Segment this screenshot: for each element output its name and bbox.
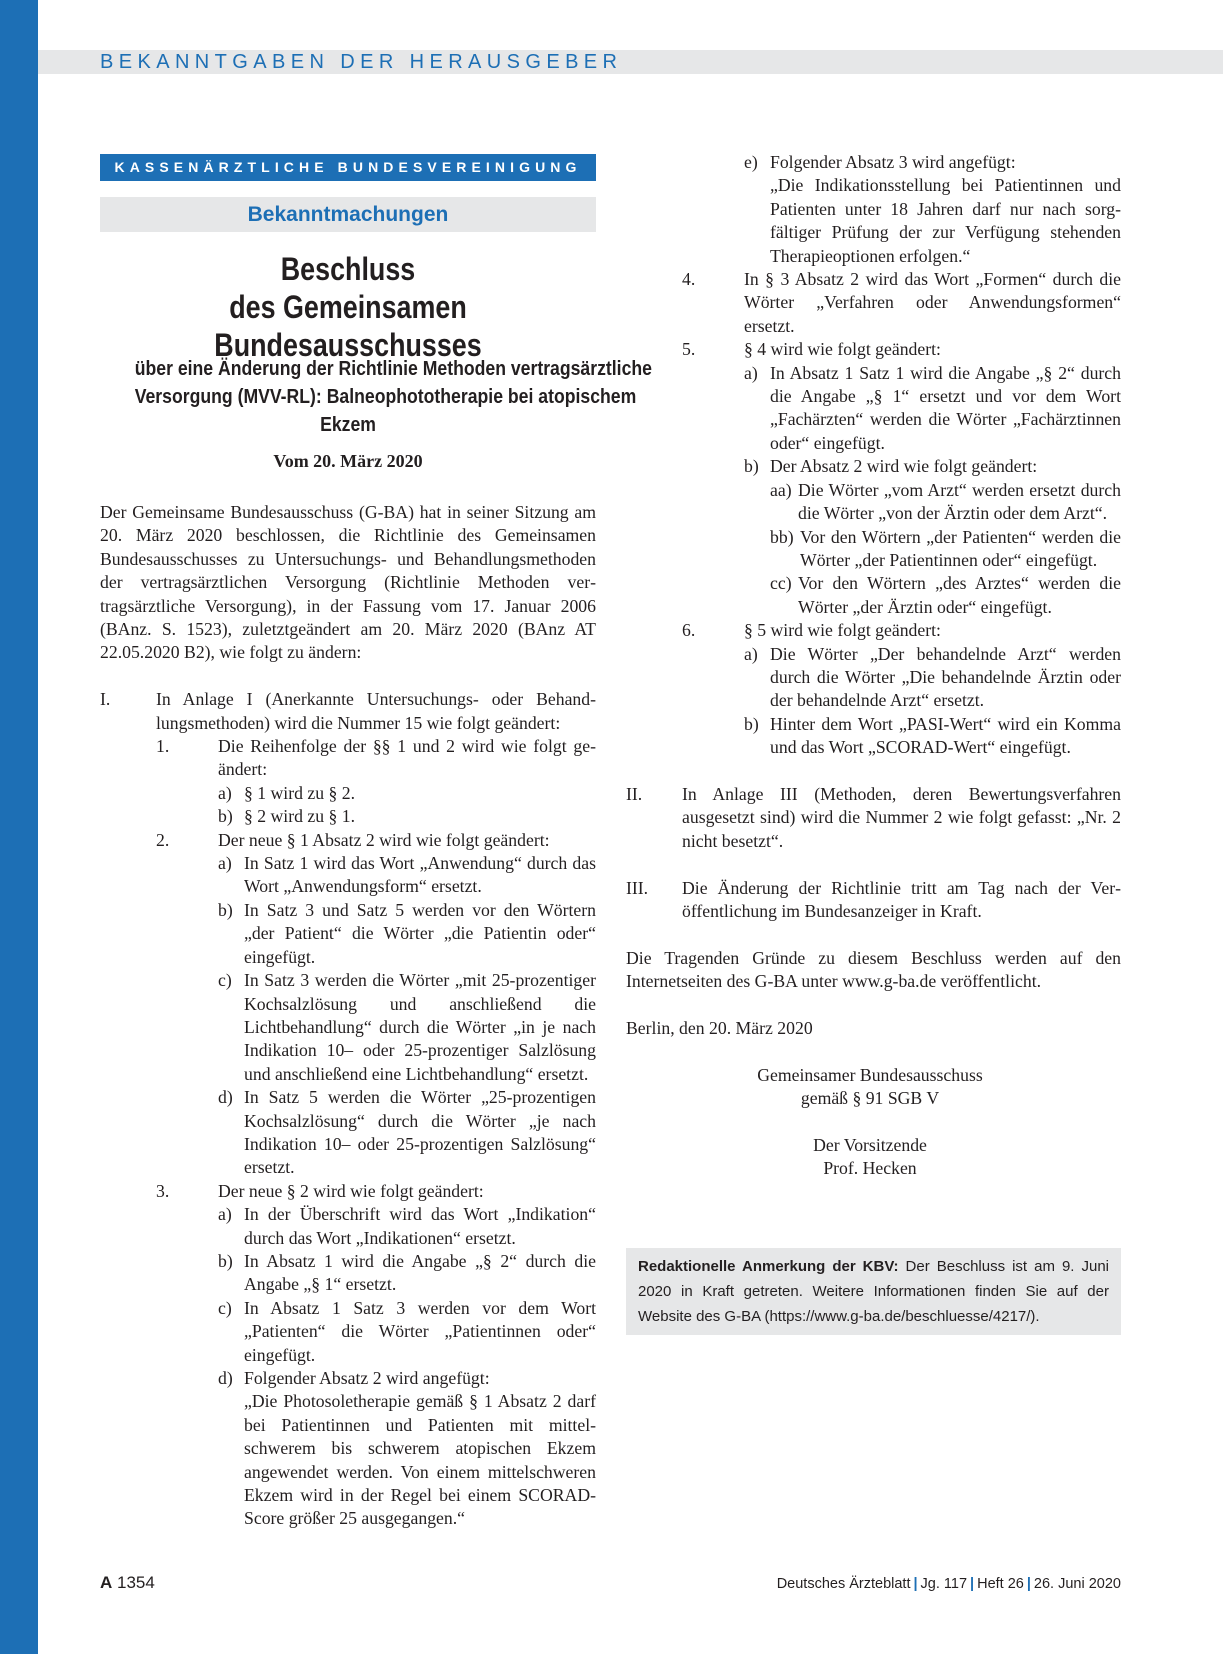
- editorial-note-label: Redaktionelle Anmerkung der KBV:: [638, 1258, 899, 1275]
- item-5b-aa: [770, 479, 1121, 526]
- editorial-note-text: Der Beschluss ist am 9. Juni 2020 in Kraft getreten. Weitere Informationen finden Sie auf der Website des G-BA (https://www.g-ba.de/beschluesse/4217/).: [638, 1258, 1109, 1325]
- item-6: [682, 619, 1121, 759]
- item-6a-text: Die Wörter „Der behandelnde Arzt“ werden durch die Wörter „Die behandelnde Ärztin oder der behandelnde Arzt“ ersetzt.: [770, 643, 1121, 711]
- intro-paragraph: Der Gemeinsame Bundesausschuss (G-BA) hat in seiner Sitzung am 20. März 2020 beschlossen, die Richtlinie des Gemeinsamen Bundesausschusses zu Untersuchungs- und Behandlungsmethoden der vertragsärztlichen Versorgung (Richtlinie Methoden vertragsärztliche Versorgung), in der Fassung vom 17. Januar 2006 (BAnz. S. 1523), zuletztgeändert am 20. März 2020 (BAnz AT 22.05.2020 B2), wie folgt zu ändern:: [100, 502, 596, 663]
- kbv-label: KASSENÄRZTLICHE BUNDESVEREINIGUNG: [100, 154, 596, 181]
- item-1a: [218, 782, 596, 805]
- item-3-text: Der neue § 2 wird wie folgt geändert:: [218, 1180, 484, 1201]
- list-marker: a): [218, 782, 232, 803]
- list-marker: b): [218, 899, 233, 920]
- item-6b-text: Hinter dem Wort „PASI-Wert“ wird ein Komma und das Wort „SCORAD-Wert“ eingefügt.: [770, 713, 1121, 758]
- item-5b-cc: [770, 572, 1121, 619]
- item-1b: [218, 805, 596, 828]
- item-3e: [744, 151, 1121, 268]
- part-2: [626, 783, 1121, 853]
- item-2b: [218, 899, 596, 969]
- part-1-text: In Anlage I (Anerkannte Untersuchungs- oder Behandlungsmethoden) wird die Nummer 15 wie folgt geändert:: [156, 689, 596, 733]
- list-marker: b): [218, 1250, 233, 1271]
- list-marker: I.: [100, 689, 111, 710]
- item-4-text: In § 3 Absatz 2 wird das Wort „Formen“ durch die Wörter „Verfahren oder Anwendungsformen“ ersetzt.: [744, 269, 1121, 336]
- item-2: [156, 829, 596, 1180]
- subtitle-line-1: über eine Änderung der Richtlinie Methoden vertragsärztliche: [134, 357, 652, 380]
- list-marker: c): [218, 970, 232, 991]
- item-2a-text: In Satz 1 wird das Wort „Anwendung“ durch das Wort „Anwendungsform“ ersetzt.: [244, 853, 596, 897]
- journal-date: 26. Juni 2020: [1033, 1576, 1121, 1592]
- item-2d: [218, 1086, 596, 1180]
- list-marker: d): [218, 1087, 233, 1108]
- journal-name: Deutsches Ärzteblatt: [776, 1576, 911, 1592]
- item-3e-quote: „Die Indikationsstellung bei Patientinnen und Patienten unter 18 Jahren darf nur nach sorgfältiger Prüfung der zur Verfügung stehenden Therapieoptionen erfolgen.“: [770, 175, 1121, 266]
- item-3d-quote: „Die Photosoletherapie gemäß § 1 Absatz 2 darf bei Patientinnen und Patienten mit mittelschwerem bis schwerem atopischen Ekzem angewendet werden. Von einem mittelschweren Ekzem wird in der Regel bei einem SCORAD-Score größer 25 ausgegangen.“: [244, 1391, 596, 1529]
- list-marker: 4.: [682, 269, 696, 290]
- title-line-2: des Gemeinsamen Bundesausschusses: [214, 289, 482, 363]
- place-date: Berlin, den 20. März 2020: [626, 1017, 813, 1038]
- list-marker: a): [218, 1204, 232, 1225]
- journal-issue: Heft 26: [977, 1576, 1024, 1592]
- item-5b-bb: [770, 526, 1121, 573]
- item-2d-text: In Satz 5 werden die Wörter „25-prozentigen Kochsalzlösung“ durch die Wörter „je nach Indikation 10– oder 25-prozentigen Salzlösung“ ersetzt.: [244, 1087, 596, 1178]
- subtitle-line-2: Versorgung (MVV-RL): Balneophototherapie bei atopischem: [134, 385, 637, 408]
- list-marker: b): [218, 806, 233, 827]
- signature-org-line-1: Gemeinsamer Bundesausschuss: [757, 1064, 983, 1085]
- list-marker: e): [744, 152, 758, 172]
- page-prefix: A: [100, 1573, 113, 1592]
- list-marker: bb): [770, 526, 794, 547]
- item-3a: [218, 1203, 596, 1250]
- signature-name: Prof. Hecken: [823, 1158, 917, 1179]
- list-marker: a): [218, 853, 232, 874]
- reasons-paragraph: Die Tragenden Gründe zu diesem Beschluss werden auf den Internetseiten des G-BA unter www.g-ba.de veröffentlicht.: [626, 947, 1121, 992]
- separator: |: [970, 1576, 975, 1592]
- rubric-label: Bekanntmachungen: [100, 197, 596, 232]
- journal-info: [700, 1576, 1121, 1592]
- list-marker: cc): [770, 573, 792, 594]
- list-marker: b): [744, 456, 759, 477]
- part-3-text: Die Änderung der Richtlinie tritt am Tag nach der Veröffentlichung im Bundesanzeiger in Kraft.: [682, 877, 1121, 921]
- list-marker: c): [218, 1297, 232, 1318]
- signature-person: [626, 1134, 994, 1181]
- item-5a-text: In Absatz 1 Satz 1 wird die Angabe „§ 2“ durch die Angabe „§ 1“ ersetzt und vor dem Wort „Fachärzten“ werden die Wörter „Fachärztinnen oder“ eingefügt.: [770, 362, 1121, 453]
- separator: |: [1026, 1576, 1031, 1592]
- list-marker: III.: [626, 877, 649, 898]
- item-3b-text: In Absatz 1 wird die Angabe „§ 2“ durch die Angabe „§ 1“ ersetzt.: [244, 1250, 596, 1295]
- item-3c: [218, 1297, 596, 1367]
- item-5b-aa-text: Die Wörter „vom Arzt“ werden ersetzt durch die Wörter „von der Ärztin oder dem Arzt“.: [798, 479, 1121, 524]
- item-5b-text: Der Absatz 2 wird wie folgt geändert:: [770, 456, 1038, 477]
- right-column: [626, 151, 1121, 1181]
- item-3b: [218, 1250, 596, 1297]
- item-2c: [218, 969, 596, 1086]
- list-marker: d): [218, 1368, 233, 1389]
- item-3e-text: Folgender Absatz 3 wird angefügt:: [770, 152, 1016, 172]
- item-5b-bb-text: Vor den Wörtern „der Patienten“ werden die Wörter „der Patientinnen oder“ eingefügt.: [800, 526, 1121, 570]
- signature-role: Der Vorsitzende: [813, 1134, 927, 1155]
- list-marker: II.: [626, 783, 643, 804]
- part-2-text: In Anlage III (Methoden, deren Bewertungsverfahren ausgesetzt sind) wird die Nummer 2 wie folgt gefasst: „Nr. 2 nicht besetzt“.: [682, 783, 1121, 851]
- section-header: BEKANNTGABEN DER HERAUSGEBER: [100, 51, 623, 73]
- item-3d: [218, 1367, 596, 1531]
- page-number-value: 1354: [117, 1573, 155, 1592]
- item-2a: [218, 852, 596, 899]
- signature-org-line-2: gemäß § 91 SGB V: [800, 1088, 940, 1109]
- list-marker: 5.: [682, 339, 696, 360]
- item-4: [682, 268, 1121, 338]
- list-marker: 3.: [156, 1180, 170, 1201]
- list-marker: aa): [770, 479, 792, 500]
- item-3: [156, 1180, 596, 1531]
- item-5b-cc-text: Vor den Wörtern „des Arztes“ werden die Wörter „der Ärztin oder“ eingefügt.: [798, 573, 1121, 617]
- item-1: [156, 735, 596, 829]
- item-3a-text: In der Überschrift wird das Wort „Indikation“ durch das Wort „Indikationen“ ersetzt.: [244, 1204, 596, 1248]
- item-3c-text: In Absatz 1 Satz 3 werden vor dem Wort „Patienten“ die Wörter „Patientinnen oder“ eingefügt.: [244, 1297, 596, 1365]
- item-5a: [744, 362, 1121, 456]
- item-5: [682, 338, 1121, 619]
- item-2c-text: In Satz 3 werden die Wörter „mit 25-prozentiger Kochsalzlösung und anschließend die Lichtbehandlung“ durch die Wörter „in je nach Indikation 10– oder 25-prozentiger Salzlösung und anschließend eine Lichtbehandlung“ ersetzt.: [244, 970, 596, 1084]
- decision-date: Vom 20. März 2020: [273, 451, 423, 471]
- item-5b: [744, 455, 1121, 619]
- item-2b-text: In Satz 3 und Satz 5 werden vor den Wörtern „der Patient“ die Wörter „die Patientin oder“ eingefügt.: [244, 899, 596, 967]
- item-1b-text: § 2 wird zu § 1.: [244, 806, 356, 827]
- title-line-1: Beschluss: [280, 251, 416, 287]
- item-5-text: § 4 wird wie folgt geändert:: [744, 339, 941, 360]
- list-marker: a): [744, 362, 758, 383]
- item-1-text: Die Reihenfolge der §§ 1 und 2 wird wie folgt geändert:: [218, 736, 596, 780]
- side-accent-bar: [0, 0, 38, 1654]
- part-1: [100, 688, 596, 1531]
- item-6b: [744, 713, 1121, 760]
- list-marker: 2.: [156, 829, 170, 850]
- journal-volume: Jg. 117: [920, 1576, 968, 1592]
- item-6a: [744, 643, 1121, 713]
- list-marker: b): [744, 713, 759, 734]
- item-1a-text: § 1 wird zu § 2.: [244, 782, 356, 803]
- page-number: [100, 1573, 155, 1593]
- left-column: [100, 501, 596, 1531]
- subtitle: [100, 355, 652, 439]
- item-2-text: Der neue § 1 Absatz 2 wird wie folgt geändert:: [218, 829, 550, 850]
- separator: |: [913, 1576, 918, 1592]
- item-3d-text: Folgender Absatz 2 wird angefügt:: [244, 1368, 490, 1389]
- item-6-text: § 5 wird wie folgt geändert:: [744, 620, 941, 641]
- list-marker: 1.: [156, 736, 170, 757]
- subtitle-line-3: Ekzem: [320, 413, 376, 436]
- part-3: [626, 877, 1121, 924]
- signature-organization: [626, 1064, 994, 1111]
- editorial-note: [626, 1248, 1121, 1335]
- list-marker: 6.: [682, 620, 696, 641]
- list-marker: a): [744, 643, 758, 664]
